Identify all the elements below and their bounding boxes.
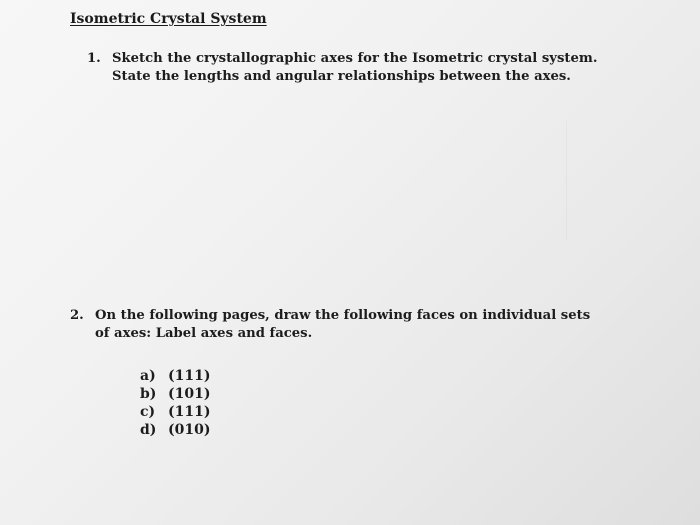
list-item-value: (111) bbox=[168, 368, 211, 384]
list-item bbox=[140, 367, 210, 385]
list-item bbox=[140, 421, 210, 439]
list-item bbox=[140, 403, 210, 421]
paper-fold-shadow bbox=[566, 120, 567, 240]
page-title: Isometric Crystal System bbox=[70, 11, 267, 27]
question-2 bbox=[70, 307, 630, 343]
question-1 bbox=[87, 50, 627, 86]
list-item-letter: d) bbox=[140, 422, 157, 438]
question-2-text: On the following pages, draw the following faces on individual sets of axes: Label axes and faces. bbox=[95, 308, 591, 341]
question-1-text: Sketch the crystallographic axes for the Isometric crystal system. State the lengths and angular relationships between the axes. bbox=[112, 51, 598, 84]
list-item-letter: c) bbox=[140, 404, 156, 420]
list-item-letter: a) bbox=[140, 368, 156, 384]
question-2-number: 2. bbox=[70, 308, 84, 323]
list-item-value: (010) bbox=[168, 422, 211, 438]
list-item-value: (101) bbox=[168, 386, 211, 402]
list-item-letter: b) bbox=[140, 386, 157, 402]
list-item-value: (111) bbox=[168, 404, 211, 420]
question-1-number: 1. bbox=[87, 51, 101, 66]
miller-index-list bbox=[140, 367, 210, 439]
list-item bbox=[140, 385, 210, 403]
